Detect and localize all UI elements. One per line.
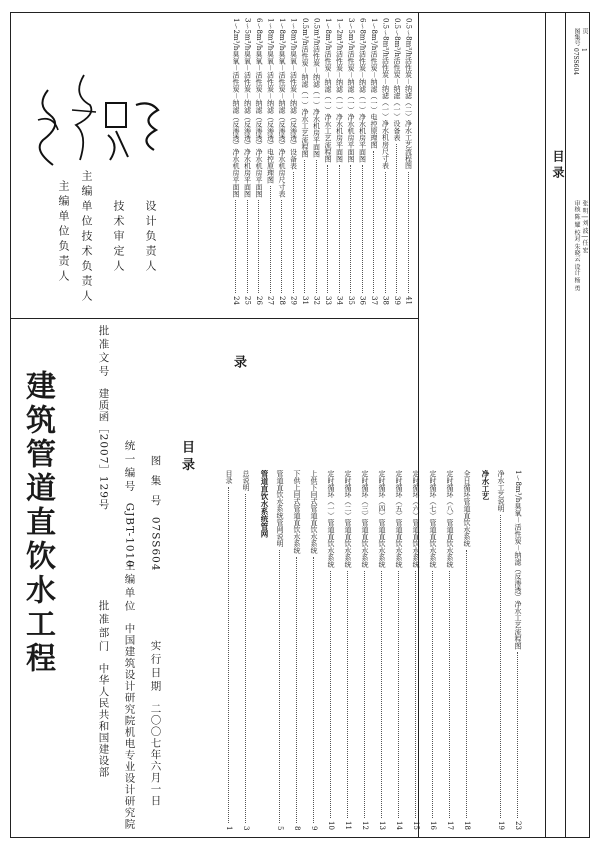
toc-left-item-label: 定时循环（四）管道直饮水系统	[378, 470, 386, 568]
toc-left-item-page: 5	[276, 825, 284, 830]
toc-right-item[interactable]	[255, 18, 262, 305]
toc-left-item-leader	[432, 571, 433, 818]
toc-right-item-leader	[362, 165, 363, 293]
toc-left-item-page: 17	[446, 821, 454, 830]
toc-left-item-label: 管道直饮水系统管网说明	[276, 470, 284, 547]
toc-right-item-label: 1～8m³/h臭氧－活性炭－纳滤（反渗透）净水机房尺寸表	[278, 18, 286, 198]
toc-right-item-label: 0.5～8m³/h活性炭－纳滤（二）净水工艺流程图	[404, 18, 413, 169]
toc-left-item-leader	[398, 571, 399, 818]
toc-right-item-label: 0.5～8m³/h活性炭－纳滤（一）设备表	[393, 18, 401, 141]
meta-atlas	[150, 455, 161, 571]
toc-right-item[interactable]	[393, 18, 400, 305]
toc-left-item[interactable]	[276, 470, 283, 830]
toc-left-item[interactable]	[514, 470, 521, 830]
toc-right-item-leader	[247, 200, 248, 293]
toc-right-item-leader	[281, 200, 282, 293]
page-title: 建筑管道直饮水工程	[20, 370, 55, 676]
toc-right-item-leader	[339, 165, 340, 293]
toc-left-item-label: 全日循环管道直饮水系统	[463, 470, 471, 547]
toc-left-item-page: 15	[412, 821, 420, 830]
toc-right-item[interactable]	[405, 18, 412, 305]
toc-left-item[interactable]	[327, 470, 334, 830]
toc-left-item-page: 8	[293, 825, 301, 830]
toc-right-item-leader	[396, 144, 397, 293]
toc-left-item-leader	[296, 557, 297, 823]
toc-right-item-page: 24	[232, 296, 240, 305]
toc-left-item-page: 19	[497, 821, 505, 830]
toc-right-heading: 录	[231, 355, 246, 368]
toc-left-section-2: 管道直饮水系统管网	[260, 470, 269, 538]
toc-right-item-label: 6～8m³/h臭氧－活性炭－纳滤（反渗透）净水机房平面图	[255, 18, 263, 198]
toc-left-item-leader	[279, 550, 280, 823]
toc-right-item-label: 0.5～8m³/h活性炭－纳滤（一）净水机房尺寸表	[381, 18, 390, 169]
atlas-value: 07SS604	[149, 516, 162, 572]
toc-right-item-page: 34	[335, 296, 344, 305]
toc-left-item-page: 9	[310, 825, 318, 830]
toc-right-item-page: 26	[255, 296, 263, 305]
titleblock-atlas-no: 07SS604	[572, 48, 579, 76]
titleblock-sign-cells: 张 明 | 刘 波 | 任 宏	[581, 200, 588, 254]
signature-3	[100, 95, 134, 165]
toc-right-item-page: 29	[289, 296, 298, 305]
toc-right-item[interactable]	[382, 18, 389, 305]
toc-left-item-label: 上供下回式管道直饮水系统	[310, 470, 318, 554]
toc-left-item[interactable]	[463, 470, 470, 830]
toc-left-item-label: 下供上回式管道直饮水系统	[293, 470, 301, 554]
atlas-label: 图 集 号	[149, 455, 162, 509]
toc-left-item-page: 14	[395, 821, 403, 830]
toc-right-item[interactable]	[370, 18, 377, 305]
approve-dept-value: 中华人民共和国建设部	[97, 662, 110, 778]
toc-left-item-label: 定时循环（五）管道直饮水系统	[395, 470, 403, 568]
toc-right-item-page: 27	[266, 296, 275, 305]
toc-right-item-page: 31	[301, 296, 309, 305]
toc-left-item-label: 1～8m³/h臭氧－活性炭－纳滤（反渗透）净水工艺流程图	[514, 470, 522, 650]
meta-approval-doc	[98, 325, 109, 510]
meta-approve-dept	[98, 600, 109, 778]
toc-left-item-page: 23	[514, 821, 522, 830]
toc-right-item-page: 41	[404, 296, 413, 305]
toc-right-item[interactable]	[359, 18, 366, 305]
toc-right-item-leader	[293, 172, 294, 293]
sig-tech-review-label: 技术审定人	[112, 200, 125, 275]
toc-left-item-page: 11	[344, 821, 352, 830]
toc-left-item-leader	[330, 571, 331, 818]
toc-left-item-leader	[313, 557, 314, 823]
toc-left-item[interactable]	[310, 470, 317, 830]
toc-right-item-page: 38	[381, 296, 390, 305]
toc-right-item-page: 33	[324, 296, 332, 305]
toc-right-item[interactable]	[232, 18, 239, 305]
impl-date-value: 二〇〇七年六月一日	[149, 702, 162, 807]
toc-right-item-label: 0.5m³/h活性炭－纳滤（一）净水机房平面图	[312, 18, 321, 158]
toc-right-item[interactable]	[324, 18, 331, 305]
approve-dept-label: 批准部门	[97, 600, 110, 654]
meta-edit-unit	[124, 560, 135, 830]
meta-impl-date	[150, 640, 161, 806]
toc-left-item-leader	[347, 571, 348, 818]
toc-right-item-page: 36	[358, 296, 367, 305]
toc-left-item[interactable]	[429, 470, 436, 830]
toc-right-item-page: 32	[312, 296, 321, 305]
serial-value: GJBT-1010	[123, 502, 136, 568]
titleblock-atlas-label: 图集号	[573, 28, 580, 46]
toc-right-item-leader	[316, 160, 317, 293]
toc-left-item-leader	[381, 571, 382, 818]
toc-left-item-leader	[228, 487, 229, 823]
toc-left-item-leader	[466, 550, 467, 818]
impl-date-label: 实行日期	[149, 640, 162, 694]
toc-left-item[interactable]	[378, 470, 385, 830]
toc-right-item-page: 37	[370, 296, 378, 305]
toc-right-item-leader	[350, 165, 351, 293]
toc-left-item-leader	[517, 652, 518, 818]
serial-label: 统一编号	[123, 440, 136, 494]
toc-left-item[interactable]	[412, 470, 419, 830]
meta-serial	[124, 440, 135, 568]
toc-left-item-leader	[415, 571, 416, 818]
toc-right-item-label: 1～8m³/h臭氧－活性炭－纳滤（反渗透）电控原理图	[266, 18, 275, 184]
toc-left-item-label: 定时循环（一）管道直饮水系统	[327, 470, 335, 568]
toc-left-item[interactable]	[395, 470, 402, 830]
toc-left-item-page: 10	[327, 821, 335, 830]
toc-right-item[interactable]	[290, 18, 297, 305]
edit-unit-value: 中国建筑设计研究院机电专业设计研究院	[123, 622, 136, 830]
toc-left-item-label: 定时循环（六）管道直饮水系统	[412, 470, 420, 568]
toc-right-item-label: 6～8m³/h活性炭－纳滤（一）净水机房平面图	[358, 18, 367, 163]
divider-titleblock	[545, 12, 546, 838]
approval-doc-value: 建质函［2007］129号	[97, 387, 110, 511]
sig-chief-unit-label: 主编单位负责人	[57, 180, 70, 285]
divider-top-block	[10, 318, 418, 319]
toc-right-item-label: 1～2m³/h活性炭－纳滤（一）净水机房平面图	[335, 18, 344, 163]
toc-right-item-label: 3～5m³/h臭氧－活性炭－纳滤（反渗透）净水机房平面图	[243, 18, 252, 198]
toc-right-item-page: 35	[347, 296, 355, 305]
toc-right-item-leader	[258, 200, 259, 293]
toc-right-item-page: 28	[278, 296, 286, 305]
approval-doc-label: 批准文号	[97, 325, 110, 379]
toc-right-item-label: 1～8m³/h活性炭－纳滤（一）电控原理图	[370, 18, 378, 149]
toc-left-item[interactable]	[293, 470, 300, 830]
toc-right-item-label: 0.5m³/h活性炭－纳滤（一）净水工艺流程图	[301, 18, 309, 158]
toc-right-item[interactable]	[347, 18, 354, 305]
titleblock-page-label: 页	[581, 28, 588, 34]
titleblock-page-no: 1	[580, 48, 587, 52]
toc-left-item[interactable]	[344, 470, 351, 830]
toc-left-item-label: 总说明	[242, 470, 250, 491]
signature-1	[28, 85, 68, 175]
toc-right-item[interactable]	[244, 18, 251, 305]
divider-titleblock-2	[565, 12, 566, 838]
toc-left-item-page: 16	[429, 821, 437, 830]
toc-right-item-leader	[304, 160, 305, 293]
toc-heading: 目 录	[179, 440, 194, 471]
toc-left-item-page: 13	[378, 821, 386, 830]
toc-right-item-label: 3～5m³/h活性炭－纳滤（一）净水机房平面图	[347, 18, 355, 163]
toc-right-item-label: 1～8m³/h活性炭－纳滤（一）净水工艺流程图	[324, 18, 332, 163]
toc-left-item-label: 净水工艺说明	[497, 470, 505, 512]
toc-right-item-leader	[270, 186, 271, 293]
toc-left-item[interactable]	[361, 470, 368, 830]
toc-right-item-leader	[327, 165, 328, 293]
toc-left-item-leader	[500, 515, 501, 818]
toc-left-item-leader	[364, 571, 365, 818]
toc-left-item-page: 18	[463, 821, 471, 830]
toc-right-item[interactable]	[267, 18, 274, 305]
signature-2	[66, 70, 102, 165]
toc-right-item-leader	[235, 200, 236, 293]
toc-left-item-page: 1	[225, 825, 233, 830]
toc-left-item-label: 定时循环（二）管道直饮水系统	[344, 470, 352, 568]
toc-right-item-label: 1～2m³/h臭氧－活性炭－纳滤（反渗透）净水机房平面图	[232, 18, 240, 198]
sig-chief-tech-label: 主编单位技术负责人	[80, 170, 93, 305]
toc-left-item[interactable]	[225, 470, 232, 830]
titleblock-review-row: 审核 陈 耀 校对 朱晓云 设计 杨 勇	[573, 200, 580, 292]
toc-left-section-15: 净水工艺	[481, 470, 490, 500]
toc-left-item-leader	[449, 571, 450, 818]
toc-right-item[interactable]	[313, 18, 320, 305]
toc-right-item-leader	[373, 151, 374, 293]
toc-left-item-label: 定时循环（八）管道直饮水系统	[446, 470, 454, 568]
signature-4	[130, 95, 164, 155]
titleblock-caption: 目 录	[551, 150, 565, 179]
sig-designer-label: 设计负责人	[144, 200, 157, 275]
toc-right-item[interactable]	[278, 18, 285, 305]
toc-right-item-page: 39	[393, 296, 401, 305]
toc-right-item[interactable]	[336, 18, 343, 305]
toc-left-item-leader	[245, 494, 246, 823]
toc-right-item-leader	[408, 172, 409, 293]
toc-left-item-label: 定时循环（七）管道直饮水系统	[429, 470, 437, 568]
toc-left-item-label: 定时循环（三）管道直饮水系统	[361, 470, 369, 568]
edit-unit-label: 主编单位	[123, 560, 136, 614]
toc-left-item[interactable]	[446, 470, 453, 830]
toc-right-item[interactable]	[301, 18, 308, 305]
toc-left-item-page: 3	[242, 825, 250, 830]
toc-left-item-page: 12	[361, 821, 369, 830]
toc-right-item-page: 25	[243, 296, 252, 305]
toc-left-item[interactable]	[497, 470, 504, 830]
toc-left-item[interactable]	[242, 470, 249, 830]
toc-right-item-label: 1～8m³/h臭氧－活性炭－纳滤（反渗透）设备表	[289, 18, 298, 170]
toc-left-item-label: 目录	[225, 470, 233, 484]
toc-right-item-leader	[385, 172, 386, 293]
